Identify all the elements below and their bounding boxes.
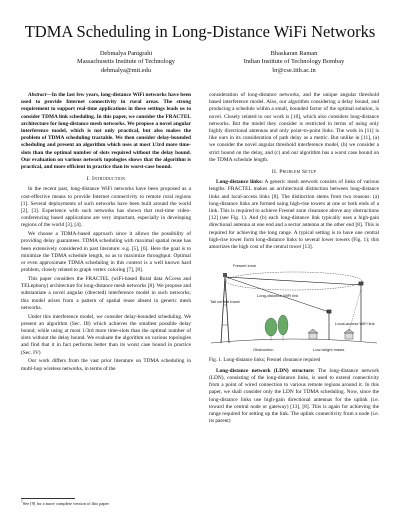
right-column xyxy=(209,92,379,427)
author-block-1 xyxy=(36,50,216,75)
author-name: Debmalya Panigrahi xyxy=(99,50,153,57)
label-tall-tower: Tall central tower xyxy=(210,299,241,305)
tall-tower-icon xyxy=(221,273,229,343)
ldn-paragraph xyxy=(209,368,379,426)
intro-paragraph-2: We choose a TDMA-based approach since it allows the possibility of providing delay guarantees. TDMA scheduling with maximal spatial reuse has been extensively considered in past literature: e.g. [5], [6]. Here the goal is to minimize the TDMA schedule length, so as to maximize throughput. Optimal or even approximate TDMA scheduling in this context is a well known hard problem, closely related to graph vertex coloring [7], [8]. xyxy=(21,231,191,274)
intro-paragraph-3: This paper considers the FRACTEL (wiFi-based Rural data ACcess and TELephony) architecture for long-distance mesh networks [8]. We propose and substantiate a novel angular (directed) interference model in such networks; this model arises from a pattern of spatial reuse absent in generic mesh networks. xyxy=(21,276,191,311)
author-name: Bhaskaran Raman xyxy=(270,50,318,57)
abstract-text: —In the last few years, long-distance WiFi networks have been used to provide Internet connectivity in rural areas. The strong requirement to support real-time applications in these settings leads us to consider TDMA link scheduling. In this paper, we consider the FRACTEL architecture for long-distance mesh networks. We propose a novel angular interference model, which is not only practical, but also makes the problem of TDMA scheduling tractable. We then consider delay-bounded scheduling and present an algorithm which uses at most 1/3rd more time-slots than the optimal number of slots required without the delay bound. Our evaluation on various network topologies shows that the algorithm is practical, and more efficient in practice than its worst-case bound. xyxy=(21,92,191,171)
ldn-text: The long-distance network (LDN), consisting of the long-distance links, is used to extend connectivity from a point of wired connection to various remote regions around it. In this paper, we shall consider only the LDN for TDMA scheduling. Now, since the long-distance links use high-gain directional antennas for the uplink (i.e. toward the central node or gateway) [13], [8]. This is again for achieving the range required for setting up the link. The uplink connectivity from a node (i.e. its parent) xyxy=(209,367,379,425)
author-email: debmalya@mit.edu xyxy=(100,66,152,74)
label-low-mast: Low-height masts xyxy=(313,347,345,353)
house-icon xyxy=(308,329,354,339)
label-local-access: Local-access WiFi link xyxy=(335,321,375,327)
ldn-lead: Long-distance network (LDN) structure: xyxy=(216,367,315,374)
intro-paragraph-1: In the recent past, long-distance WiFi networks have been proposed as a cost-effective means to provide Internet connectivity to remote rural regions [1]. Several deployments of such networks have been built around the world [2], [3]. Experience with such networks has shown that real-time video-conferencing based applications are very important, especially in developing regions of the world [3], [4]. xyxy=(21,186,191,229)
label-long-distance: Long-distance WiFi link xyxy=(257,293,299,299)
figure-1 xyxy=(209,255,379,355)
author-affiliation: Massachusetts Institute of Technology xyxy=(77,58,175,66)
setup-lead: Long-distance links: xyxy=(216,179,263,186)
footnote-rule xyxy=(21,498,75,499)
author-block-2 xyxy=(204,50,384,75)
author-affiliation: Indian Institute of Technology Bombay xyxy=(243,58,345,66)
obstruction-trees-icon xyxy=(265,315,288,341)
setup-text: A generic mesh network consists of links of various lengths. FRACTEL makes an architectural distinction between long-distance links and local-access links [8]. The distinction stems from two reasons: (a) long-distance links are formed using high-rise towers at one or both ends of a link. This is required to achieve Fresnel zone clearance above any obstructions [12] (see Fig. 1). And (b) each long-distance link typically uses a high-gain directional antenna at one end and a sector antenna at the other end [8]. This is required for achieving the long range. A typical setting is to have one central high-rise tower form long-distance links to several lower towers (Fig. 1); this amortizes the high cost of the central tower [13]. xyxy=(209,179,379,251)
footnote: $^1$See [9] for a more complete version of this paper xyxy=(21,499,109,506)
left-column xyxy=(21,92,191,374)
figure-1-diagram xyxy=(209,255,379,355)
section-heading-problem-setup: II. Problem Setup xyxy=(271,169,317,176)
earth-curve xyxy=(211,339,377,343)
abstract xyxy=(21,92,191,171)
abstract-label: Abstract xyxy=(28,92,47,98)
section-heading-introduction: I. Introduction xyxy=(86,176,126,183)
label-obstruction: Obstruction xyxy=(253,347,274,353)
setup-paragraph xyxy=(209,179,379,251)
paper-title: TDMA Scheduling in Long-Distance WiFi Networks xyxy=(24,22,376,41)
intro-paragraph-4: Under this interference model, we consider delay-bounded scheduling. We present an algorithm (Sec. III) which achieves the smallest possible delay bound, while using at most 1/3rd more time-slots than the optimal number of slots without the delay bound. We evaluate the algorithm on various topologies and find that it in fact performs better than its worst case bound in practice (Sec. IV) xyxy=(21,313,191,356)
intro-paragraph-5: Our work differs from the vast prior literature on TDMA scheduling in multi-hop wireless networks, in terms of the xyxy=(21,358,191,372)
author-email: br@cse.iitb.ac.in xyxy=(272,66,316,74)
footnote-text: See [9] for a more complete version of this paper xyxy=(22,501,109,506)
label-fresnel: Fresnel zone xyxy=(233,263,257,269)
right-paragraph-1: consideration of long-distance networks, and the unique angular threshold based interference model. Also, our algorithm considering a delay bound, and producing a schedule within a small, bounded factor of the optimal solution, is novel. Closely related to our work is [10], which also considers long-distance networks. But the model they consider is restricted in terms of using only highly directional antennas and only point-to-point links. The work in [11] is like ours in its consideration of path delay as a metric. But unlike in [11], (a) we consider the novel angular threshold interference model, (b) we consider a strict bound on the delay, and (c) and our algorithm has a worst case bound on the TDMA schedule length. xyxy=(209,92,379,163)
figure-caption: Fig. 1. Long-distance links; Fresnel clearance required xyxy=(209,357,321,364)
